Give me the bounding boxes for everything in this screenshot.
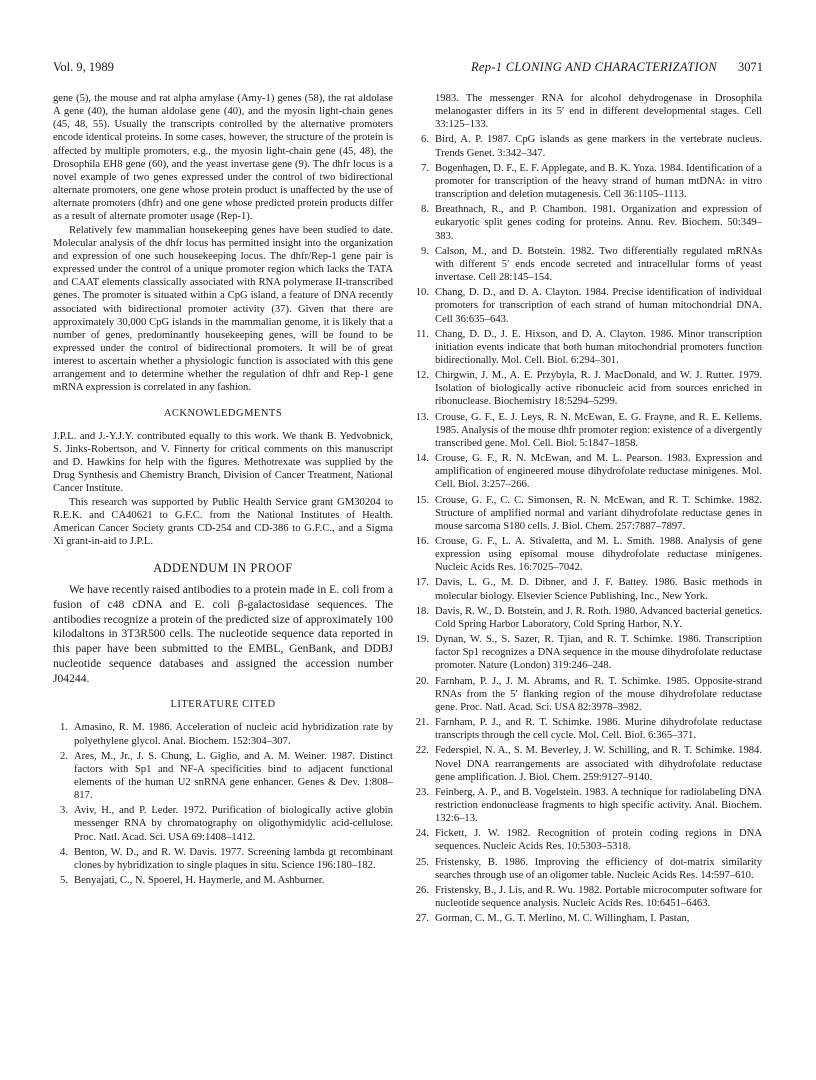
reference-item: [414, 133, 762, 159]
reference-item: [414, 856, 762, 882]
acknowledgments-heading: ACKNOWLEDGMENTS: [163, 407, 283, 419]
reference-number: 5.: [60, 875, 68, 887]
reference-item: [414, 411, 762, 450]
reference-item: [414, 286, 762, 325]
reference-text: Bogenhagen, D. F., E. F. Applegate, and B. K. Yoza. 1984. Identification of a promoter for transcription of the heavy strand of human mtDNA: in vitro transcription and deletion mutagenesis. Cell 36:1105–1113.: [435, 162, 762, 201]
running-title: Rep-1 CLONING AND CHARACTERIZATION: [471, 60, 717, 74]
reference-text: Chang, D. D., and D. A. Clayton. 1984. Precise identification of individual promoters for transcription of each strand of human mitochondrial DNA. Cell 36:635–643.: [435, 287, 762, 325]
reference-item: [414, 452, 762, 491]
reference-text: Davis, R. W., D. Botstein, and J. R. Roth. 1980. Advanced bacterial genetics. Cold Spring Harbor Laboratory, Cold Spring Harbor, N.Y.: [435, 605, 762, 630]
reference-text: Fristensky, B. 1986. Improving the efficiency of dot-matrix similarity searches through use of an oligomer table. Nucleic Acids Res. 14:597–610.: [435, 856, 762, 881]
page-header: [53, 60, 763, 78]
reference-number: 6.: [421, 134, 429, 146]
reference-text: Calson, M., and D. Botstein. 1982. Two differentially regulated mRNAs with different 5′ ends encode secreted and intracellular forms of yeast invertase. Cell 28:145–154.: [435, 245, 762, 284]
reference-text: Federspiel, N. A., S. M. Beverley, J. W. Schilling, and R. T. Schimke. 1984. Novel DNA rearrangements are associated with dihydrofolate reductase gene amplification. J. Biol. Chem. 259:9127–9140.: [435, 745, 762, 783]
reference-number: 10.: [415, 287, 429, 299]
reference-text: Amasino, R. M. 1986. Acceleration of nucleic acid hybridization rate by polyethylene glycol. Anal. Biochem. 152:304–307.: [74, 722, 393, 747]
reference-text: Crouse, G. F., R. N. McEwan, and M. L. Pearson. 1983. Expression and amplification of engineered mouse dihydrofolate reductase minigenes. Mol. Cell. Biol. 3:257–266.: [435, 453, 762, 491]
reference-number: 2.: [60, 750, 68, 762]
reference-item: [414, 605, 762, 631]
reference-text: Gorman, C. M., G. T. Merlino, M. C. Willingham, I. Pastan,: [435, 913, 690, 925]
reference-item: [53, 846, 393, 872]
second-paragraph: Relatively few mammalian housekeeping genes have been studied to date. Molecular analysis of the dhfr locus has permitted insight into the organization and expression of one such housekeeping locus. The dhfr/Rep-1 gene pair is expressed under the control of a unique promoter region which lacks the TATA and CAAT elements classically associated with RNA polymerase II-transcribed genes. The promoter is situated within a CpG island, a feature of DNA recently associated with bidirectional promoter activity (37). Given that there are approximately 30,000 CpG islands in the mammalian genome, it is likely that a number of genes, predominantly housekeeping genes, will be found to be expressed under the control of bidirectional promoters. It will be of great interest to ascertain whether a physiologic function is associated with this gene arrangement and to determine whether the regulation of dhfr and Rep-1 gene mRNA expression is correlated in any fashion.: [53, 224, 393, 394]
reference-number: 16.: [415, 536, 429, 547]
reference-text: Chang, D. D., J. E. Hixson, and D. A. Clayton. 1986. Minor transcription initiation events indicate that both human mitochondrial promoters function bidirectionally. Mol. Cell. Biol. 6:294–301.: [435, 328, 762, 366]
reference-item: [414, 675, 762, 714]
reference-item: [414, 786, 762, 825]
reference-text: Davis, L. G., M. D. Dibner, and J. F. Battey. 1986. Basic methods in molecular biology. Elsevier Science Publishing, Inc., New York.: [435, 577, 762, 602]
reference-item: [414, 884, 762, 910]
reference-text: Crouse, G. F., E. J. Leys, R. N. McEwan, E. G. Frayne, and R. E. Kellems. 1985. Analysis of the mouse dhfr promoter region: existence of a divergently transcribed gene. Mol. Cell. Biol. 5:1847–1858.: [435, 411, 762, 449]
reference-item: [414, 827, 762, 853]
reference-item: [414, 203, 762, 242]
left-column: [53, 92, 393, 889]
reference-item: [414, 328, 762, 367]
reference-list-right: [414, 133, 762, 925]
reference-item: [414, 576, 762, 602]
reference-text: Crouse, G. F., C. C. Simonsen, R. N. McEwan, and R. T. Schimke. 1982. Structure of amplified normal and variant dihydrofolate reductase genes in mouse sarcoma S180 cells. J. Biol. Chem. 257:7887–7897.: [435, 494, 762, 532]
reference-continuation: 1983. The messenger RNA for alcohol dehydrogenase in Drosophila melanogaster differs in its 5′ end in different developmental stages. Cell 33:125–133.: [435, 93, 762, 131]
reference-number: 19.: [415, 634, 429, 646]
reference-number: 26.: [415, 884, 429, 896]
reference-item: [53, 804, 393, 843]
reference-item: [414, 716, 762, 742]
reference-item: [414, 744, 762, 783]
reference-text: Feinberg, A. P., and B. Vogelstein. 1983. A technique for radiolabeling DNA restriction endonuclease fragments to high specific activity. Anal. Biochem. 132:6–13.: [435, 786, 762, 825]
reference-number: 24.: [415, 828, 429, 840]
reference-number: 12.: [415, 370, 429, 382]
reference-number: 17.: [415, 577, 429, 589]
reference-text: Breathnach, R., and P. Chambon. 1981. Organization and expression of eukaryotic split genes coding for proteins. Annu. Rev. Biochem. 50:349–383.: [435, 204, 762, 242]
reference-item: [414, 162, 762, 201]
reference-item: [414, 245, 762, 284]
reference-number: 21.: [415, 717, 429, 729]
reference-text: Benton, W. D., and R. W. Davis. 1977. Screening lambda gt recombinant clones by hybridization to single plaques in situ. Science 196:180–182.: [74, 846, 393, 871]
reference-number: 3.: [60, 805, 68, 817]
reference-list-left: [53, 721, 393, 887]
reference-number: 4.: [60, 846, 68, 858]
reference-number: 27.: [415, 913, 429, 925]
reference-text: Dynan, W. S., S. Sazer, R. Tjian, and R. T. Schimke. 1986. Transcription factor Sp1 recognizes a DNA sequence in the mouse dihydrofolate reductase promoter. Nature (London) 319:246–248.: [435, 634, 762, 672]
reference-number: 14.: [415, 453, 429, 465]
reference-text: Bird, A. P. 1987. CpG islands as gene markers in the vertebrate nucleus. Trends Genet. 3:342–347.: [435, 134, 762, 159]
reference-number: 7.: [421, 162, 429, 174]
reference-number: 18.: [415, 605, 429, 617]
volume-label: Vol. 9, 1989: [53, 60, 114, 74]
reference-number: 23.: [415, 786, 429, 798]
funding-paragraph: This research was supported by Public Health Service grant GM30204 to R.E.K. and CA40621 to G.F.C. from the National Institutes of Health. American Cancer Society grants CD-254 and CD-386 to G.F.C., and a Sigma Xi grant-in-aid to J.P.L.: [53, 496, 393, 547]
reference-text: Chirgwin, J. M., A. E. Przybyla, R. J. MacDonald, and W. J. Rutter. 1979. Isolation of biologically active ribonucleic acid from sources enriched in ribonuclease. Biochemistry 18:5294–5299.: [435, 370, 762, 408]
reference-item: [53, 750, 393, 803]
reference-item: [53, 721, 393, 747]
reference-number: 1.: [60, 722, 68, 734]
reference-item: [414, 369, 762, 408]
intro-paragraph: gene (5), the mouse and rat alpha amylase (Amy-1) genes (58), the rat aldolase A gene (40), the human aldolase gene (40), and the myosin light-chain genes (45, 48, 55). Usually the transcripts controlled by the alternative promoters encode identical proteins. In some cases, however, the structure of the protein is affected by multiple promoters, e.g., the myosin light-chain gene (45, 48), the Drosophila EH8 gene (60), and the yeast invertase gene (9). The dhfr locus is a novel example of two genes expressed under the control of two bidirectional alternate promoters, one gene whose protein product is unaffected by the use of alternate promoters (dhfr) and one gene whose predicted protein products differ as a result of alternate promoter usage (Rep-1).: [53, 93, 393, 223]
reference-text: Crouse, G. F., L. A. Stivaletta, and M. L. Smith. 1988. Analysis of gene expression using episomal mouse dihydrofolate reductase minigenes. Nucleic Acids Res. 16:7025–7042.: [435, 536, 762, 574]
reference-number: 8.: [421, 204, 429, 216]
reference-text: Benyajati, C., N. Spoerel, H. Haymerle, and M. Ashburner.: [74, 875, 325, 887]
reference-text: Aviv, H., and P. Leder. 1972. Purification of biologically active globin messenger RNA by chromatography on oligothymidylic acid-cellulose. Proc. Natl. Acad. Sci. USA 69:1408–1412.: [74, 805, 393, 843]
reference-text: Fristensky, B., J. Lis, and R. Wu. 1982. Portable microcomputer software for nucleotide sequence analysis. Nucleic Acids Res. 10:6451–6463.: [435, 884, 762, 910]
reference-item: [53, 874, 393, 887]
reference-number: 13.: [415, 411, 429, 423]
reference-number: 11.: [416, 328, 429, 340]
reference-item: [414, 494, 762, 533]
page-number: 3071: [738, 60, 763, 74]
literature-heading: LITERATURE CITED: [170, 699, 276, 711]
reference-item: [414, 633, 762, 672]
reference-text: Fickett, J. W. 1982. Recognition of protein coding regions in DNA sequences. Nucleic Acids Res. 10:5303–5318.: [435, 828, 762, 853]
reference-item: [414, 912, 762, 925]
reference-text: Ares, M., Jr., J. S. Chung, L. Giglio, and A. M. Weiner. 1987. Distinct factors with Sp1 and NF-A specificities bind to adjacent functional elements of the human U2 snRNA gene enhancer. Genes & Dev. 1:808–817.: [74, 750, 393, 802]
addendum-heading: ADDENDUM IN PROOF: [153, 561, 293, 576]
reference-number: 9.: [421, 245, 429, 257]
reference-number: 22.: [415, 745, 429, 757]
reference-text: Farnham, P. J., J. M. Abrams, and R. T. Schimke. 1985. Opposite-strand RNAs from the 5′ flanking region of the mouse dihydrofolate reductase gene. Proc. Natl. Acad. Sci. USA 82:3978–3982.: [435, 675, 762, 713]
reference-text: Farnham, P. J., and R. T. Schimke. 1986. Murine dihydrofolate reductase transcripts through the cell cycle. Mol. Cell. Biol. 6:365–371.: [435, 717, 762, 742]
right-column: [414, 92, 762, 927]
reference-number: 20.: [415, 675, 429, 687]
reference-number: 25.: [415, 856, 429, 868]
acknowledgments-paragraph: J.P.L. and J.-Y.J.Y. contributed equally to this work. We thank B. Yedvobnick, S. Jinks-Robertson, and V. Finnerty for critical comments on this manuscript and D. Hawkins for help with the figures. Methotrexate was supplied by the Drug Synthesis and Chemistry Branch, Division of Cancer Treatment, National Cancer Institute.: [53, 430, 393, 495]
addendum-text: We have recently raised antibodies to a protein made in E. coli from a fusion of c48 cDNA and E. coli β-galactosidase sequences. The antibodies recognize a protein of the predicted size of approximately 100 kilodaltons in 3T3R500 cells. The nucleotide sequence data reported in this paper have been submitted to the EMBL, GenBank, and DDBJ nucleotide sequence databases and assigned the accession number J04244.: [53, 583, 393, 685]
reference-number: 15.: [415, 494, 429, 506]
reference-item: [414, 535, 762, 574]
